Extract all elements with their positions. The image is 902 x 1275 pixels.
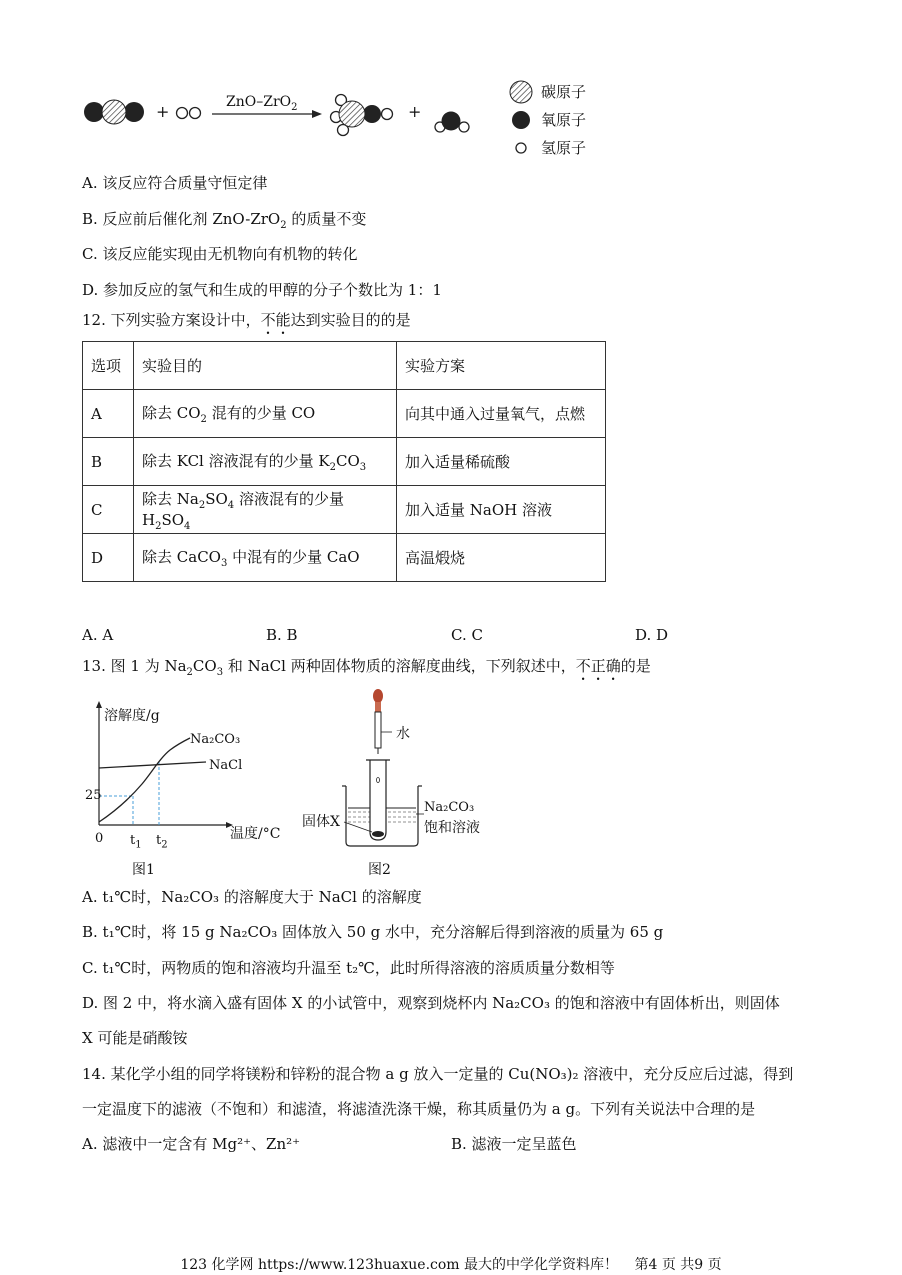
footer-site: 123 化学网 https://www.123huaxue.com 最大的中学化学资料库！ [180, 1257, 619, 1273]
table-row [83, 534, 606, 582]
row-purpose: 除去 $CO_2$ 混有的少量 CO [134, 390, 397, 438]
footer-page-number: 第4 页 共9 页 [634, 1257, 722, 1273]
q11-option-a: A. 该反应符合质量守恒定律 [82, 174, 268, 192]
fig1-y-tick-25: 25 [85, 788, 102, 803]
y-axis-arrow [96, 701, 102, 708]
row-purpose: 除去 KCl 溶液混有的少量 $K_2CO_3$ [134, 438, 397, 486]
page-footer [0, 1254, 902, 1274]
q13-stem-emphasis: 不正确 [575, 657, 621, 675]
row-purpose: 除去 CaCO$_3$ 中混有的少量 CaO [134, 534, 397, 582]
header-purpose: 实验目的 [134, 342, 397, 390]
row-option: D [83, 534, 134, 582]
fig1-t2 [156, 833, 168, 851]
plus-sign-2: + [408, 102, 422, 121]
q13-stem-tail: 和 NaCl 两种固体物质的溶解度曲线，下列叙述中， [223, 657, 576, 675]
water-molecule [435, 112, 469, 133]
q13-option-c: C. t₁℃时，两物质的饱和溶液均升温至 t₂℃，此时所得溶液的溶质质量分数相等 [82, 959, 615, 977]
nacl-curve [99, 762, 206, 768]
catalyst-text: ZnO–ZrO [226, 94, 292, 110]
row-option: A [83, 390, 134, 438]
q12-stem-text: 12. 下列实验方案设计中， [82, 311, 261, 329]
fig1-series-na2co3: Na₂CO₃ [190, 732, 241, 747]
header-option: 选项 [83, 342, 134, 390]
q12-stem [82, 309, 411, 338]
q12-stem-emphasis: 不能 [260, 311, 291, 329]
fig1-t1-text: t [130, 833, 136, 848]
fig1-origin: 0 [95, 831, 104, 846]
row-purpose: 除去 $Na_2SO_4$ 溶液混有的少量 $H_2SO_4$ [134, 486, 397, 534]
test-tube-icon [366, 760, 390, 840]
table-header-row [83, 342, 606, 390]
row-plan: 高温煅烧 [397, 534, 606, 582]
row-option: B [83, 438, 134, 486]
fig2-solid-label: 固体X [302, 814, 340, 830]
legend-carbon-icon [510, 81, 532, 103]
q13-option-d-line2: X 可能是硝酸铵 [82, 1029, 188, 1047]
q11-option-b-tail: 的质量不变 [286, 210, 367, 228]
co2-molecule [84, 100, 144, 124]
row-option: C [83, 486, 134, 534]
q12-stem-tail: 达到实验目的的是 [290, 311, 411, 329]
h2-molecule [177, 108, 201, 119]
table-row [83, 390, 606, 438]
fig2-water-label: 水 [396, 726, 410, 742]
q13-stem: 13. 图 1 为 $Na_2CO_3$ 和 NaCl 两种固体物质的溶解度曲线，下列叙述中，不正确的是 [82, 657, 651, 678]
table-row [83, 438, 606, 486]
legend-hydrogen-label: 氢原子 [541, 139, 587, 157]
solid-pointer [344, 822, 372, 832]
figure-1-solubility-chart [82, 700, 292, 880]
q11-option-b-sub: 2 [280, 220, 287, 231]
legend-carbon-label: 碳原子 [541, 83, 587, 101]
fig1-t1-sub: 1 [135, 839, 142, 851]
q11-option-b-text: B. 反应前后催化剂 ZnO-ZrO [82, 210, 281, 228]
experiment-table [82, 341, 606, 582]
row-plan: 加入适量 NaOH 溶液 [397, 486, 606, 534]
legend-oxygen-icon [512, 111, 530, 129]
q14-stem-line2: 一定温度下的滤液（不饱和）和滤渣，将滤渣洗涤干燥，称其质量仍为 a g。下列有关说法中合理的是 [82, 1100, 756, 1118]
q14-stem-line1: 14. 某化学小组的同学将镁粉和锌粉的混合物 a g 放入一定量的 Cu(NO₃)₂ 溶液中，充分反应后过滤，得到 [82, 1065, 794, 1083]
q13-option-b: B. t₁℃时，将 15 g Na₂CO₃ 固体放入 50 g 水中，充分溶解后得到溶液的质量为 65 g [82, 923, 664, 941]
q11-option-c: C. 该反应能实现由无机物向有机物的转化 [82, 245, 358, 263]
fig2-solution-label-2: 饱和溶液 [424, 820, 480, 836]
fig1-t2-text: t [156, 833, 162, 848]
na2co3-curve [99, 738, 190, 822]
q11-option-b [82, 208, 366, 231]
q12-answer-c: C. C [451, 626, 483, 644]
q14-option-b: B. 滤液一定呈蓝色 [451, 1135, 577, 1153]
fig2-caption: 图2 [368, 862, 391, 878]
legend-oxygen-label: 氧原子 [541, 111, 587, 129]
plus-sign-1: + [156, 102, 170, 121]
q13-stem-end: 的是 [620, 657, 651, 675]
catalyst-label [226, 94, 298, 113]
catalyst-sub: 2 [291, 101, 298, 113]
q14-option-a: A. 滤液中一定含有 Mg²⁺、Zn²⁺ [82, 1135, 301, 1153]
fig1-t2-sub: 2 [161, 839, 168, 851]
q13-stem-text: 13. 图 1 为 Na [82, 657, 187, 675]
header-plan: 实验方案 [397, 342, 606, 390]
q13-stem-mid: CO [192, 657, 217, 675]
q13-option-a: A. t₁℃时，Na₂CO₃ 的溶解度大于 NaCl 的溶解度 [82, 888, 422, 906]
q12-answer-d: D. D [635, 626, 669, 644]
fig1-caption: 图1 [132, 862, 155, 878]
row-plan: 加入适量稀硫酸 [397, 438, 606, 486]
fig1-series-nacl: NaCl [209, 758, 243, 773]
dropper-icon [373, 689, 383, 754]
fig1-xlabel: 温度/°C [230, 826, 281, 842]
q12-answer-a: A. A [82, 626, 114, 644]
row-plan: 向其中通入过量氧气，点燃 [397, 390, 606, 438]
q11-option-d: D. 参加反应的氢气和生成的甲醇的分子个数比为 1：1 [82, 281, 442, 299]
methanol-molecule [331, 95, 393, 136]
fig1-ylabel: 溶解度/g [104, 708, 160, 724]
q12-answer-b: B. B [266, 626, 298, 644]
fig1-t1 [130, 833, 142, 851]
table-row [83, 486, 606, 534]
legend-hydrogen-icon [516, 143, 526, 153]
q13-option-d-line1: D. 图 2 中，将水滴入盛有固体 X 的小试管中，观察到烧杯内 Na₂CO₃ 的饱和溶液中有固体析出，则固体 [82, 994, 780, 1012]
fig2-solution-label-1: Na₂CO₃ [424, 800, 475, 815]
